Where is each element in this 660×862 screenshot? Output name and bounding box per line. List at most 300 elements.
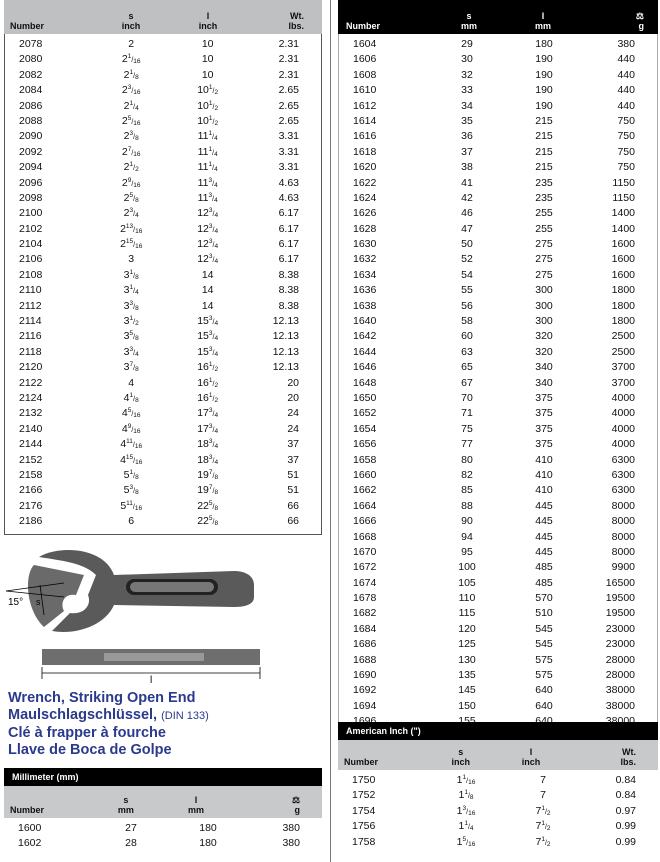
cell-l: 275 [535, 253, 553, 266]
cell-wt: 66 [287, 515, 299, 528]
cell-s: 2$^9$/16 [121, 176, 141, 189]
cell-s: 37 [461, 145, 473, 158]
table-row [5, 283, 321, 298]
cell-wt: 1600 [611, 253, 635, 266]
table-row [5, 268, 321, 283]
cell-s: 105 [458, 576, 476, 589]
cell-s: 50 [461, 238, 473, 251]
cell-s: 4 [128, 376, 135, 389]
cell-l: 10$^1$/2 [197, 99, 219, 112]
table-row [5, 206, 321, 221]
table-row [5, 299, 321, 314]
table-row [5, 99, 321, 114]
cell-number: 1646 [353, 361, 377, 374]
cell-wt: 2.31 [278, 38, 299, 50]
inch-table-header [4, 0, 322, 34]
cell-l: 12$^3$/4 [197, 222, 219, 235]
american-inch-label: American Inch (") [338, 722, 658, 740]
table-row [5, 345, 321, 360]
cell-s: 6 [128, 515, 135, 528]
cell-number: 2144 [19, 438, 43, 451]
cell-number: 1614 [353, 114, 377, 127]
cell-number: 1658 [353, 453, 377, 466]
cell-number: 1632 [353, 253, 377, 266]
cell-number: 2090 [19, 130, 43, 143]
title-fr: Clé à frapper à fourche [8, 725, 166, 741]
table-row [5, 453, 321, 468]
cell-number: 1756 [352, 820, 376, 833]
table-row [339, 114, 657, 129]
cell-l: 15$^3$/4 [197, 315, 219, 328]
cell-number: 2112 [19, 299, 42, 312]
cell-number: 1684 [353, 622, 377, 635]
cell-number: 1694 [353, 699, 377, 712]
cell-wt: 12.13 [272, 361, 299, 374]
table-row [5, 406, 321, 421]
table-row [339, 360, 657, 375]
cell-l: 300 [535, 315, 553, 328]
cell-number: 1640 [353, 315, 377, 328]
cell-l: 11$^1$/4 [197, 130, 218, 143]
cell-l: 445 [535, 515, 553, 528]
cell-wt: 8000 [611, 499, 635, 512]
table-row [339, 237, 657, 252]
table-row [339, 99, 657, 114]
cell-number: 2120 [19, 361, 43, 374]
mm-right-header: Number s mm l mm ⚖ g [338, 0, 658, 34]
table-row [4, 836, 322, 851]
cell-l: 190 [535, 99, 553, 112]
inch-table-body [4, 34, 322, 535]
cell-s: 29 [461, 38, 473, 50]
cell-wt: 28000 [605, 669, 635, 682]
cell-wt: 6300 [611, 453, 635, 466]
cell-number: 2176 [19, 499, 43, 512]
table-row [339, 252, 657, 267]
cell-l: 320 [535, 330, 553, 343]
cell-wt: 38000 [605, 699, 635, 712]
cell-l: 375 [535, 391, 553, 404]
cell-wt: 2.31 [278, 68, 299, 81]
column-divider [330, 0, 331, 862]
cell-l: 640 [535, 699, 553, 712]
table-row [339, 329, 657, 344]
cell-number: 1666 [353, 515, 377, 528]
cell-l: 300 [535, 284, 553, 297]
cell-number: 1608 [353, 68, 377, 81]
cell-s: 3 [128, 253, 135, 266]
cell-s: 3$^1$/2 [123, 315, 139, 328]
cell-number: 1634 [353, 268, 377, 281]
cell-wt: 4.63 [278, 176, 299, 189]
cell-number: 1664 [353, 499, 377, 512]
cell-s: 94 [461, 530, 473, 543]
cell-wt: 0.84 [615, 774, 636, 786]
mm-left-body [4, 818, 322, 852]
table-row [5, 514, 321, 529]
right-column [338, 0, 658, 848]
cell-wt: 2.65 [278, 84, 299, 97]
cell-s: 5$^{11}$/16 [120, 499, 143, 512]
cell-s: 4$^{11}$/16 [120, 438, 143, 451]
mm-left-header: Number s mm l mm ⚖ g [4, 786, 322, 818]
cell-s: 67 [461, 376, 473, 389]
cell-l: 12$^3$/4 [197, 238, 219, 251]
cell-l: 12$^3$/4 [197, 207, 219, 220]
table-row [5, 329, 321, 344]
cell-wt: 19500 [605, 592, 635, 605]
table-row [5, 83, 321, 98]
cell-wt: 51 [287, 484, 299, 497]
cell-s: 130 [458, 653, 476, 666]
cell-s: 4$^{15}$/16 [120, 453, 143, 466]
cell-s: 3$^1$/8 [123, 268, 139, 281]
cell-s: 80 [461, 453, 473, 466]
title-de-line: Maulschlagschlüssel, (DIN 133) [8, 707, 209, 723]
table-row [339, 314, 657, 329]
cell-s: 2$^1$/8 [123, 68, 139, 81]
american-inch-header: Number s inch l inch Wt. lbs. [338, 740, 658, 770]
table-row [339, 437, 657, 452]
cell-s: 100 [458, 561, 476, 574]
cell-s: 135 [458, 669, 476, 682]
table-row [338, 835, 658, 850]
cell-number: 1626 [353, 207, 377, 220]
cell-number: 1612 [353, 99, 377, 112]
cell-number: 1618 [353, 145, 377, 158]
table-row [339, 160, 657, 175]
cell-number: 2108 [19, 268, 43, 281]
wrench-diagram [4, 535, 322, 685]
cell-l: 14 [201, 268, 214, 281]
cell-wt: 4000 [611, 438, 635, 451]
table-row [339, 468, 657, 483]
cell-wt: 66 [287, 499, 299, 512]
cell-wt: 440 [617, 68, 635, 81]
cell-s: 2$^{13}$/16 [120, 222, 143, 235]
cell-number: 1682 [353, 607, 377, 620]
cell-s: 3$^3$/8 [123, 299, 139, 312]
table-row [339, 668, 657, 683]
cell-s: 2$^{15}$/16 [120, 238, 143, 251]
cell-number: 1750 [352, 774, 376, 786]
cell-wt: 1400 [611, 207, 635, 220]
cell-wt: 750 [617, 161, 635, 174]
cell-wt: 1800 [611, 315, 635, 328]
cell-l: 410 [535, 453, 553, 466]
cell-wt: 16500 [605, 576, 635, 589]
product-title [8, 690, 209, 759]
table-row [5, 37, 321, 52]
cell-wt: 2.65 [278, 99, 299, 112]
cell-l: 16$^1$/2 [197, 376, 219, 389]
cell-wt: 1150 [612, 191, 635, 204]
cell-l: 445 [535, 499, 553, 512]
table-row [338, 788, 658, 803]
cell-number: 2106 [19, 253, 43, 266]
cell-s: 1$^5$/16 [456, 835, 476, 848]
cell-number: 2088 [19, 114, 43, 127]
table-row [5, 314, 321, 329]
table-row [339, 606, 657, 621]
cell-s: 2$^1$/4 [123, 99, 139, 112]
cell-l: 575 [535, 653, 553, 666]
table-row [339, 683, 657, 698]
cell-wt: 3700 [611, 376, 635, 389]
cell-s: 150 [458, 699, 476, 712]
cell-s: 2$^3$/4 [123, 207, 139, 220]
cell-number: 2100 [19, 207, 43, 220]
cell-number: 1604 [353, 38, 377, 50]
cell-l: 570 [535, 592, 553, 605]
cell-l: 340 [535, 361, 553, 374]
cell-l: 16$^1$/2 [197, 361, 219, 374]
cell-s: 85 [461, 484, 473, 497]
cell-l: 180 [535, 38, 553, 50]
cell-s: 2$^5$/8 [123, 191, 139, 204]
cell-s: 1$^3$/16 [456, 804, 476, 817]
table-row [339, 222, 657, 237]
cell-l: 16$^1$/2 [197, 391, 219, 404]
cell-s: 47 [461, 222, 473, 235]
table-row [339, 514, 657, 529]
cell-l: 190 [535, 68, 553, 81]
cell-l: 410 [535, 468, 553, 481]
cell-l: 545 [535, 622, 553, 635]
cell-wt: 6.17 [278, 253, 299, 266]
cell-s: 2$^5$/16 [121, 114, 141, 127]
cell-s: 70 [461, 391, 473, 404]
cell-wt: 750 [617, 130, 635, 143]
cell-wt: 8.38 [278, 299, 299, 312]
cell-number: 1660 [353, 468, 377, 481]
cell-s: 27 [125, 822, 137, 834]
millimeter-label: Millimeter (mm) [4, 768, 322, 786]
cell-number: 1602 [18, 837, 42, 850]
table-row [4, 821, 322, 836]
scale-icon-right: ⚖ [635, 11, 644, 21]
cell-l: 485 [535, 561, 553, 574]
cell-number: 2084 [19, 84, 43, 97]
table-row [339, 653, 657, 668]
cell-l: 19$^7$/8 [197, 468, 219, 481]
cell-number: 1620 [353, 161, 377, 174]
cell-number: 1758 [352, 835, 376, 848]
cell-s: 28 [125, 837, 137, 850]
cell-number: 1622 [353, 176, 377, 189]
cell-number: 1642 [353, 330, 377, 343]
table-row [5, 252, 321, 267]
table-row [339, 299, 657, 314]
cell-s: 3$^3$/4 [123, 345, 139, 358]
table-row [339, 406, 657, 421]
cell-l: 17$^3$/4 [197, 407, 219, 420]
cell-s: 42 [461, 191, 473, 204]
table-row [5, 237, 321, 252]
cell-l: 180 [199, 822, 217, 834]
cell-number: 2102 [19, 222, 43, 235]
angle-label: 15° [8, 597, 24, 608]
din-label: (DIN 133) [161, 710, 209, 722]
cell-number: 2096 [19, 176, 43, 189]
table-row [339, 591, 657, 606]
cell-wt: 1150 [612, 176, 635, 189]
cell-number: 1648 [353, 376, 377, 389]
table-row [338, 804, 658, 819]
table-row [339, 499, 657, 514]
cell-number: 2186 [19, 515, 43, 528]
table-row [339, 453, 657, 468]
table-row [5, 422, 321, 437]
cell-number: 2116 [19, 330, 42, 343]
cell-number: 2114 [19, 315, 42, 328]
cell-number: 1654 [353, 422, 377, 435]
header-l: l inch [198, 11, 218, 31]
l-label: l [150, 675, 153, 685]
cell-number: 1752 [352, 789, 376, 802]
cell-number: 1690 [353, 669, 377, 682]
cell-wt: 1800 [611, 299, 635, 312]
cell-wt: 19500 [605, 607, 635, 620]
cell-s: 32 [461, 68, 473, 81]
cell-l: 375 [535, 422, 553, 435]
cell-l: 11$^1$/4 [197, 145, 218, 158]
table-row [339, 622, 657, 637]
table-row [339, 483, 657, 498]
cell-l: 510 [535, 607, 553, 620]
cell-number: 2086 [19, 99, 43, 112]
cell-s: 1$^1$/4 [458, 820, 474, 833]
cell-s: 1$^1$/8 [458, 789, 474, 802]
cell-s: 65 [461, 361, 473, 374]
cell-wt: 1800 [611, 284, 635, 297]
table-row [5, 437, 321, 452]
cell-number: 2152 [19, 453, 43, 466]
cell-wt: 2500 [611, 330, 635, 343]
cell-s: 2$^1$/2 [123, 161, 139, 174]
cell-l: 445 [535, 530, 553, 543]
table-row [339, 268, 657, 283]
cell-wt: 440 [617, 99, 635, 112]
table-row [339, 191, 657, 206]
cell-number: 2166 [19, 484, 43, 497]
cell-l: 545 [535, 638, 553, 651]
table-row [5, 360, 321, 375]
cell-l: 11$^3$/4 [197, 176, 218, 189]
table-row [5, 468, 321, 483]
cell-number: 1610 [353, 84, 377, 97]
table-row [339, 545, 657, 560]
cell-s: 2$^3$/16 [121, 84, 141, 97]
table-row [339, 176, 657, 191]
cell-s: 63 [461, 345, 473, 358]
cell-s: 4$^1$/8 [123, 391, 139, 404]
cell-wt: 23000 [605, 638, 635, 651]
cell-l: 17$^3$/4 [197, 422, 219, 435]
cell-l: 10$^1$/2 [197, 114, 219, 127]
cell-wt: 20 [287, 376, 299, 389]
cell-wt: 8.38 [278, 268, 299, 281]
cell-number: 2104 [19, 238, 43, 251]
mm-section-left [4, 768, 322, 852]
cell-s: 90 [461, 515, 473, 528]
cell-number: 2158 [19, 468, 43, 481]
cell-number: 1674 [353, 576, 377, 589]
cell-wt: 6300 [611, 484, 635, 497]
cell-number: 1678 [353, 592, 377, 605]
cell-l: 7$^1$/2 [535, 804, 551, 817]
table-row [5, 391, 321, 406]
cell-l: 340 [535, 376, 553, 389]
cell-s: 5$^1$/8 [123, 468, 139, 481]
cell-number: 1606 [353, 53, 377, 66]
cell-number: 1652 [353, 407, 377, 420]
cell-wt: 750 [617, 145, 635, 158]
cell-s: 30 [461, 53, 473, 66]
left-column [4, 0, 322, 850]
table-row [339, 283, 657, 298]
cell-number: 2118 [19, 345, 42, 358]
table-row [339, 345, 657, 360]
cell-number: 1672 [353, 561, 377, 574]
cell-number: 2078 [19, 38, 43, 50]
cell-number: 1638 [353, 299, 377, 312]
cell-l: 215 [535, 114, 553, 127]
cell-s: 110 [458, 592, 476, 605]
cell-l: 22$^5$/8 [197, 515, 219, 528]
cell-number: 1670 [353, 545, 377, 558]
cell-l: 19$^7$/8 [197, 484, 219, 497]
cell-wt: 37 [287, 453, 299, 466]
cell-l: 18$^3$/4 [197, 453, 219, 466]
cell-wt: 24 [287, 407, 299, 420]
table-row [338, 773, 658, 788]
table-row [5, 145, 321, 160]
table-row [339, 52, 657, 67]
cell-l: 275 [535, 268, 553, 281]
table-row [5, 483, 321, 498]
cell-wt: 6.17 [278, 238, 299, 251]
cell-s: 33 [461, 84, 473, 97]
table-row [339, 637, 657, 652]
cell-l: 640 [535, 684, 553, 697]
cell-wt: 51 [287, 468, 299, 481]
cell-s: 36 [461, 130, 473, 143]
cell-s: 46 [461, 207, 473, 220]
cell-wt: 3700 [611, 361, 635, 374]
table-row [5, 160, 321, 175]
cell-s: 77 [461, 438, 473, 451]
cell-l: 18$^3$/4 [197, 438, 219, 451]
cell-s: 4$^9$/16 [121, 422, 141, 435]
cell-number: 2094 [19, 161, 43, 174]
cell-l: 7$^1$/2 [535, 820, 551, 833]
table-row [5, 114, 321, 129]
cell-s: 3$^7$/8 [123, 361, 139, 374]
cell-number: 1616 [353, 130, 377, 143]
cell-s: 54 [461, 268, 473, 281]
cell-wt: 3.31 [278, 130, 299, 143]
cell-s: 2 [128, 38, 135, 50]
title-es: Llave de Boca de Golpe [8, 742, 172, 758]
cell-l: 190 [535, 84, 553, 97]
cell-s: 55 [461, 284, 473, 297]
cell-number: 1628 [353, 222, 377, 235]
table-row [5, 52, 321, 67]
cell-wt: 4.63 [278, 191, 299, 204]
cell-number: 2080 [19, 53, 43, 66]
cell-s: 95 [461, 545, 473, 558]
